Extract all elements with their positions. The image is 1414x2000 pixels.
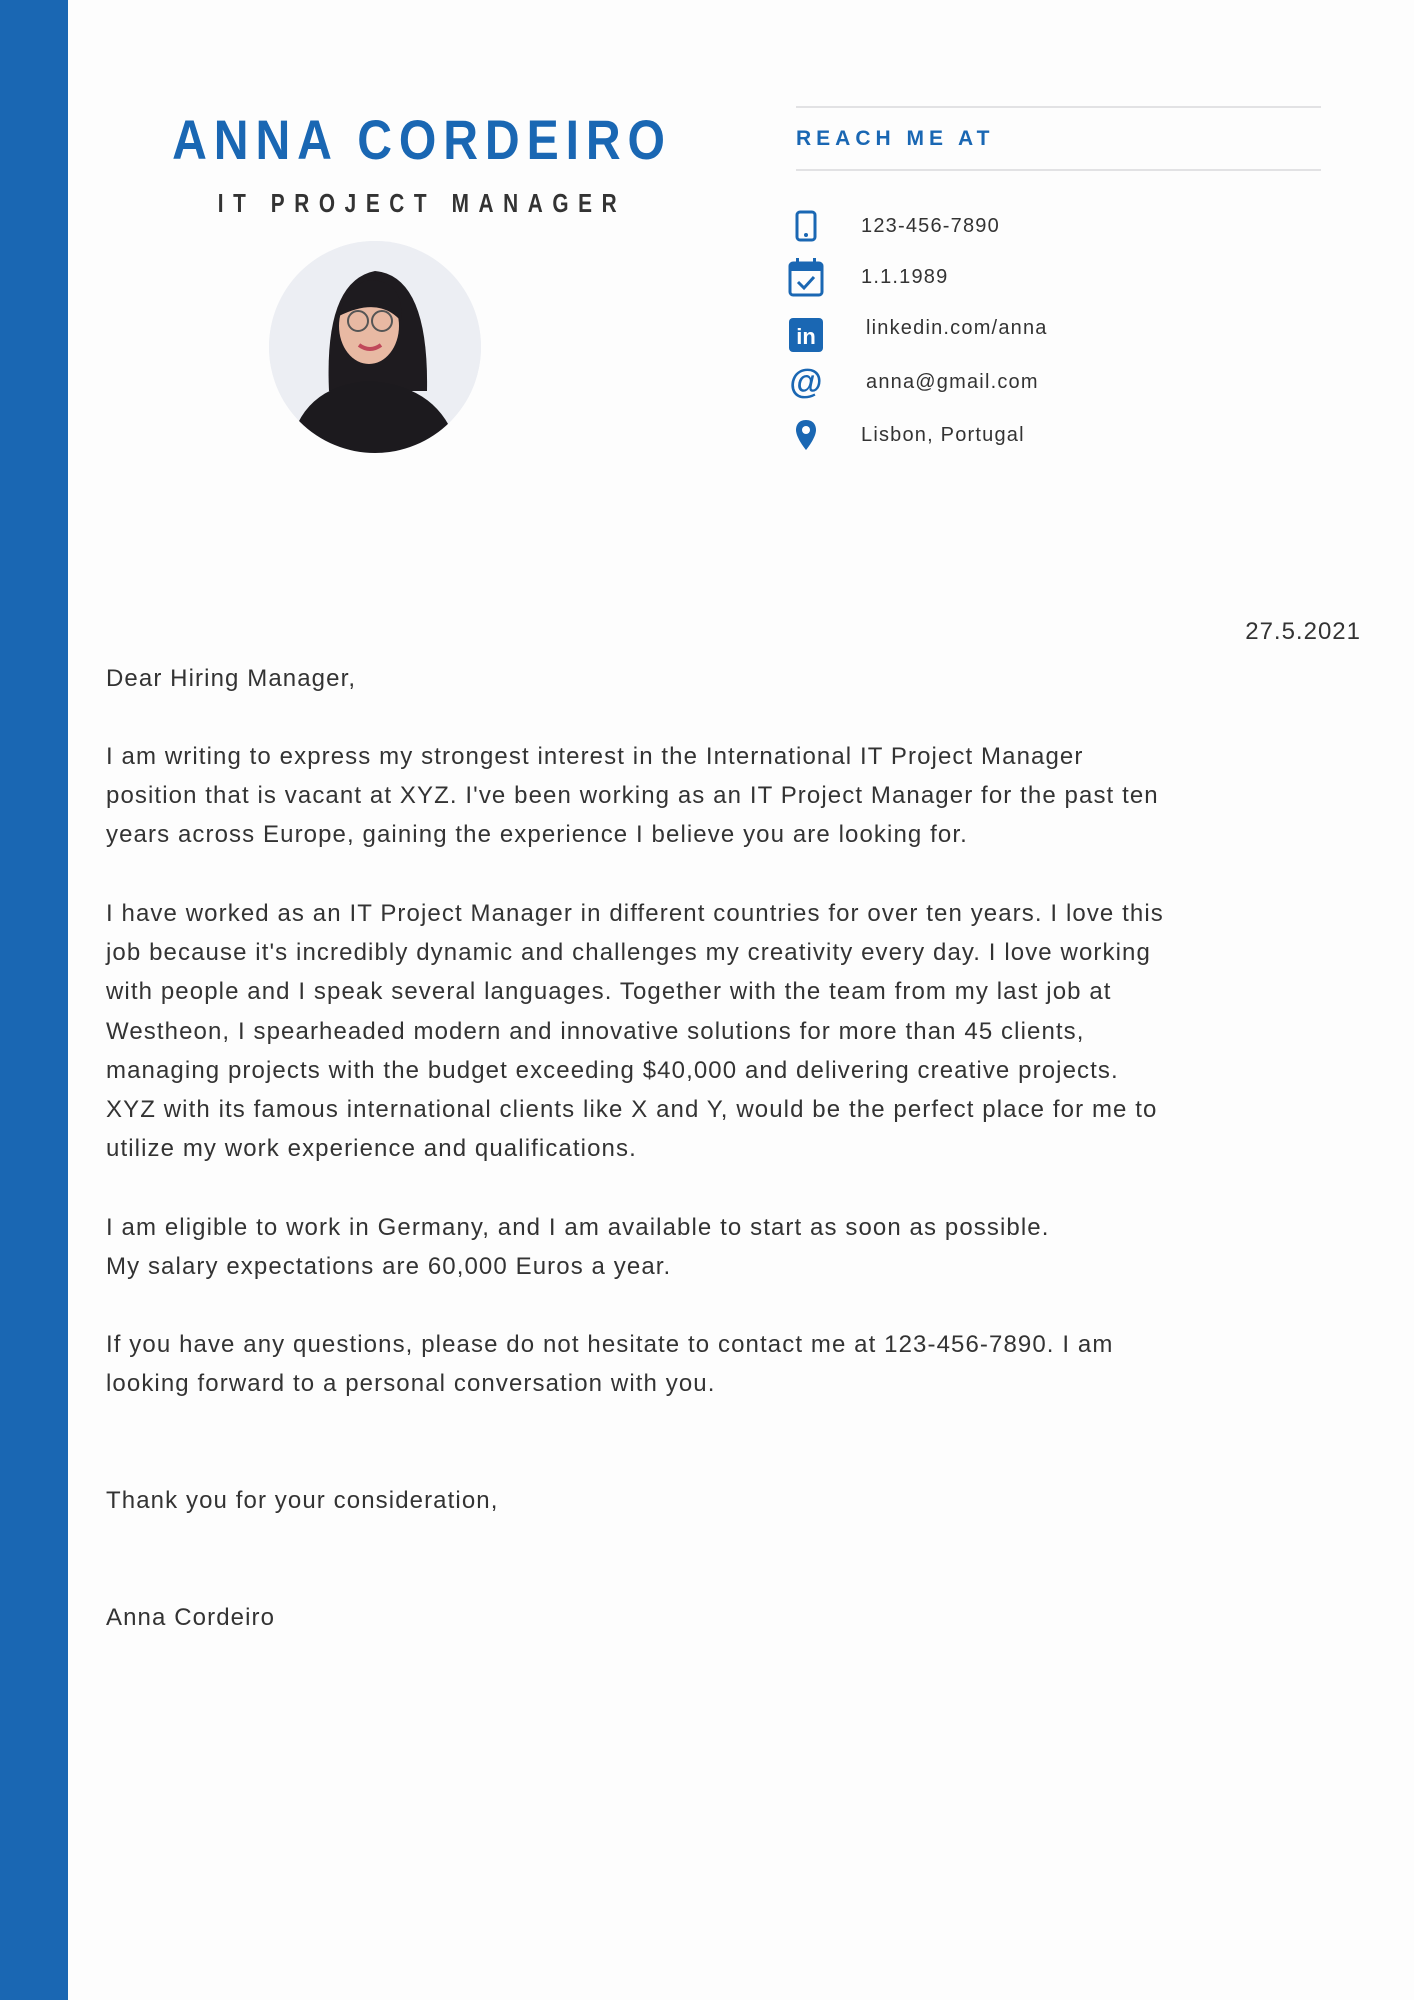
contact-text: 1.1.1989 [861,265,949,288]
svg-text:@: @ [789,365,823,399]
phone-icon [786,206,826,246]
letter-date: 27.5.2021 [1245,618,1361,645]
accent-sidebar [0,0,68,2000]
closing-text: Thank you for your consideration, [106,1487,499,1514]
contact-text[interactable]: anna@gmail.com [866,370,1039,393]
text-line: job because it's incredibly dynamic and challenges my creativity every day. I love working [106,939,1151,967]
contact-text[interactable]: linkedin.com/anna [866,317,1048,339]
contact-heading: REACH ME AT [796,127,995,150]
text-line: with people and I speak several languages. Together with the team from my last job at [106,978,1112,1006]
calendar-icon [786,257,826,297]
text-line: I am writing to express my strongest interest in the International IT Project Manager [106,743,1084,770]
linkedin-icon [786,315,826,355]
contact-location [786,415,1025,455]
paragraph-3 [106,1208,1050,1286]
signature [106,1598,275,1637]
svg-text:in: in [796,324,816,349]
location-pin-icon [786,415,826,455]
closing [106,1481,499,1520]
text-line: XYZ with its famous international clients like X and Y, would be the perfect place for me to [106,1095,1158,1123]
text-line: I am eligible to work in Germany, and I am available to start as soon as possible. [106,1214,1050,1241]
contact-text: Lisbon, Portugal [861,423,1025,446]
greeting-text: Dear Hiring Manager, [106,665,357,692]
paragraph-1 [106,737,1159,855]
paragraph-4 [106,1325,1113,1403]
contact-text: 123-456-7890 [861,214,1000,237]
job-title: IT PROJECT MANAGER [217,188,627,218]
contact-birthdate [786,257,949,297]
signature-text: Anna Cordeiro [106,1604,276,1631]
applicant-name: ANNA CORDEIRO [172,108,672,171]
text-line: looking forward to a personal conversation with you. [106,1370,716,1398]
paragraph-2 [106,894,1164,1168]
profile-photo [269,241,481,453]
text-line: managing projects with the budget exceeding $40,000 and delivering creative projects. [106,1056,1119,1084]
text-line: If you have any questions, please do not hesitate to contact me at 123-456-7890. I am [106,1331,1114,1358]
contact-phone [786,206,1000,246]
text-line: Westheon, I spearheaded modern and innovative solutions for more than 45 clients, [106,1017,1085,1045]
text-line: utilize my work experience and qualifications. [106,1135,637,1163]
divider-bottom [796,169,1321,171]
text-line: years across Europe, gaining the experience I believe you are looking for. [106,821,968,849]
contact-email [786,362,1039,402]
greeting [106,659,356,698]
contact-linkedin [786,315,1048,355]
text-line: My salary expectations are 60,000 Euros a year. [106,1253,672,1281]
divider-top [796,106,1321,108]
text-line: position that is vacant at XYZ. I've been working as an IT Project Manager for the past ten [106,782,1159,810]
text-line: I have worked as an IT Project Manager in different countries for over ten years. I love this [106,900,1164,927]
at-icon [786,362,826,402]
